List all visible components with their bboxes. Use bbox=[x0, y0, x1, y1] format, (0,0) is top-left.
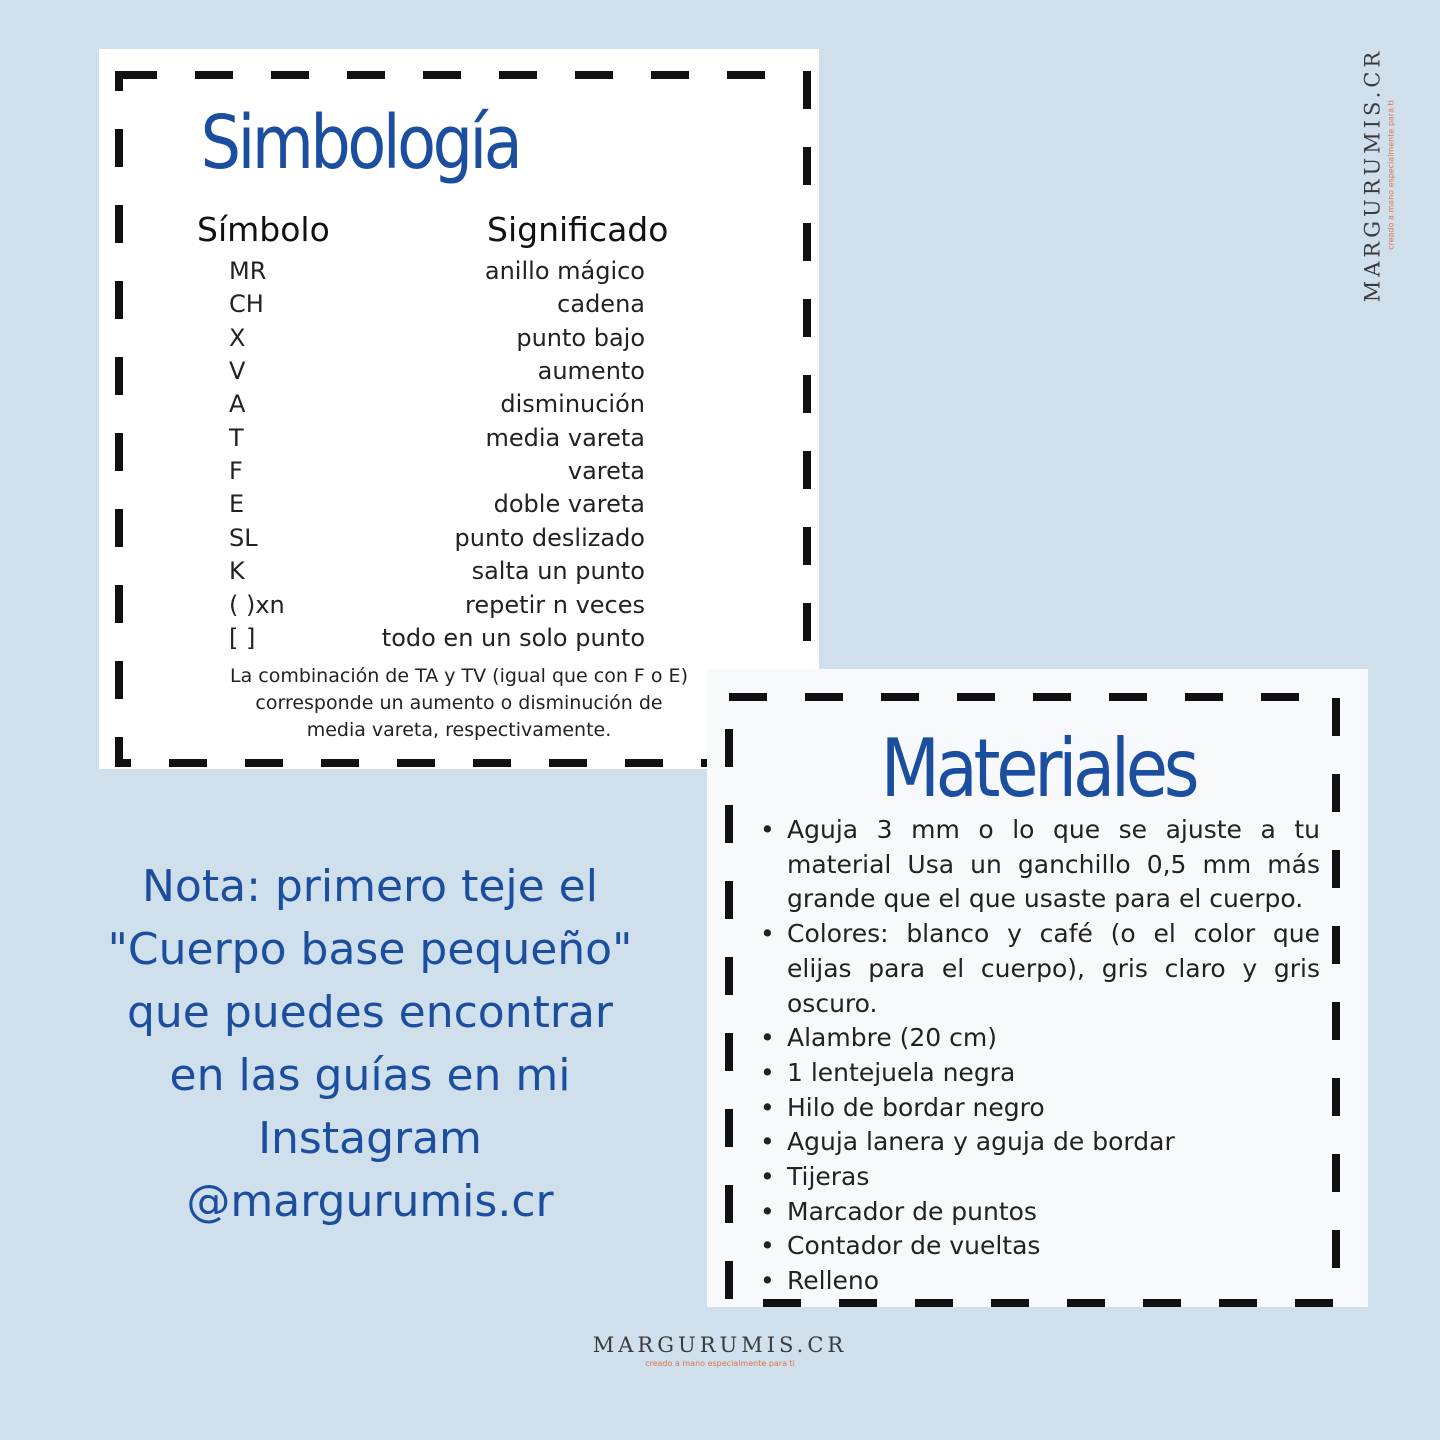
symbol-row bbox=[99, 557, 819, 590]
symbol-meaning: doble vareta bbox=[493, 490, 645, 518]
symbol-row bbox=[99, 624, 819, 657]
symbol-meaning: salta un punto bbox=[471, 557, 645, 585]
list-item: • Colores: blanco y café (o el color que elijas para el cuerpo), gris claro y gris oscuro. bbox=[760, 917, 1320, 1021]
brand-logo-bottom bbox=[560, 1333, 880, 1368]
brand-tagline: creado a mano especialmente para ti bbox=[645, 1359, 795, 1368]
symbol-row bbox=[99, 591, 819, 624]
nota-line: Nota: primero teje el bbox=[142, 861, 598, 912]
symbol-meaning: media vareta bbox=[485, 424, 645, 452]
symbol-code: E bbox=[229, 490, 245, 518]
symbol-meaning: repetir n veces bbox=[465, 591, 645, 619]
symbol-code: F bbox=[229, 457, 243, 485]
symbol-row bbox=[99, 524, 819, 557]
symbol-meaning: disminución bbox=[500, 390, 645, 418]
nota-line: @margurumis.cr bbox=[186, 1176, 554, 1227]
list-item: • Tijeras bbox=[760, 1160, 1320, 1195]
list-item: • 1 lentejuela negra bbox=[760, 1056, 1320, 1091]
header-meaning: Significado bbox=[487, 210, 669, 249]
note-line: corresponde un aumento o disminución de bbox=[255, 692, 663, 714]
symbol-meaning: punto deslizado bbox=[454, 524, 645, 552]
note-line: media vareta, respectivamente. bbox=[306, 719, 612, 741]
symbol-row bbox=[99, 457, 819, 490]
list-item: • Marcador de puntos bbox=[760, 1195, 1320, 1230]
symbol-meaning: anillo mágico bbox=[484, 257, 645, 285]
symbol-row bbox=[99, 424, 819, 457]
symbol-code: A bbox=[229, 390, 246, 418]
brand-name: MARGURUMIS.CR bbox=[592, 1333, 848, 1357]
nota-line: en las guías en mi bbox=[169, 1050, 571, 1101]
symbol-code: X bbox=[229, 324, 246, 352]
list-item: • Aguja 3 mm o lo que se ajuste a tu material Usa un ganchillo 0,5 mm más grande que el que usaste para el cuerpo. bbox=[760, 813, 1320, 917]
symbol-row bbox=[99, 257, 819, 290]
symbol-code: ( )xn bbox=[229, 591, 285, 619]
symbol-meaning: punto bajo bbox=[516, 324, 645, 352]
list-item: • Contador de vueltas bbox=[760, 1229, 1320, 1264]
symbol-meaning: aumento bbox=[537, 357, 645, 385]
nota-block bbox=[60, 855, 680, 1233]
list-item: • Alambre (20 cm) bbox=[760, 1021, 1320, 1056]
symbol-code: MR bbox=[229, 257, 267, 285]
brand-tagline: creado a mano especialmente para ti bbox=[1386, 100, 1396, 250]
symbol-code: K bbox=[229, 557, 245, 585]
nota-line: "Cuerpo base pequeño" bbox=[107, 924, 633, 975]
header-symbol: Símbolo bbox=[197, 210, 330, 249]
symbol-row bbox=[99, 390, 819, 423]
nota-line: que puedes encontrar bbox=[126, 987, 614, 1038]
symbol-meaning: todo en un solo punto bbox=[381, 624, 645, 652]
materiales-list bbox=[760, 813, 1320, 1299]
materiales-title-text: Materiales bbox=[880, 722, 1195, 815]
brand-logo-side bbox=[1361, 25, 1396, 325]
note-line: La combinación de TA y TV (igual que con F o E) bbox=[230, 665, 688, 687]
symbol-meaning: vareta bbox=[567, 457, 645, 485]
list-item: • Relleno bbox=[760, 1264, 1320, 1299]
symbol-row bbox=[99, 324, 819, 357]
symbol-code: SL bbox=[229, 524, 258, 552]
symbol-code: V bbox=[229, 357, 246, 385]
symbol-row bbox=[99, 290, 819, 323]
symbol-meaning: cadena bbox=[557, 290, 645, 318]
materiales-title bbox=[707, 722, 1368, 815]
symbol-row bbox=[99, 490, 819, 523]
symbol-code: T bbox=[229, 424, 244, 452]
simbologia-title: Simbología bbox=[200, 100, 520, 186]
list-item: • Hilo de bordar negro bbox=[760, 1091, 1320, 1126]
brand-name: MARGURUMIS.CR bbox=[1360, 47, 1385, 303]
nota-line: Instagram bbox=[258, 1113, 482, 1164]
symbol-row bbox=[99, 357, 819, 390]
list-item: • Aguja lanera y aguja de bordar bbox=[760, 1125, 1320, 1160]
symbol-code: CH bbox=[229, 290, 264, 318]
symbol-code: [ ] bbox=[229, 624, 256, 652]
